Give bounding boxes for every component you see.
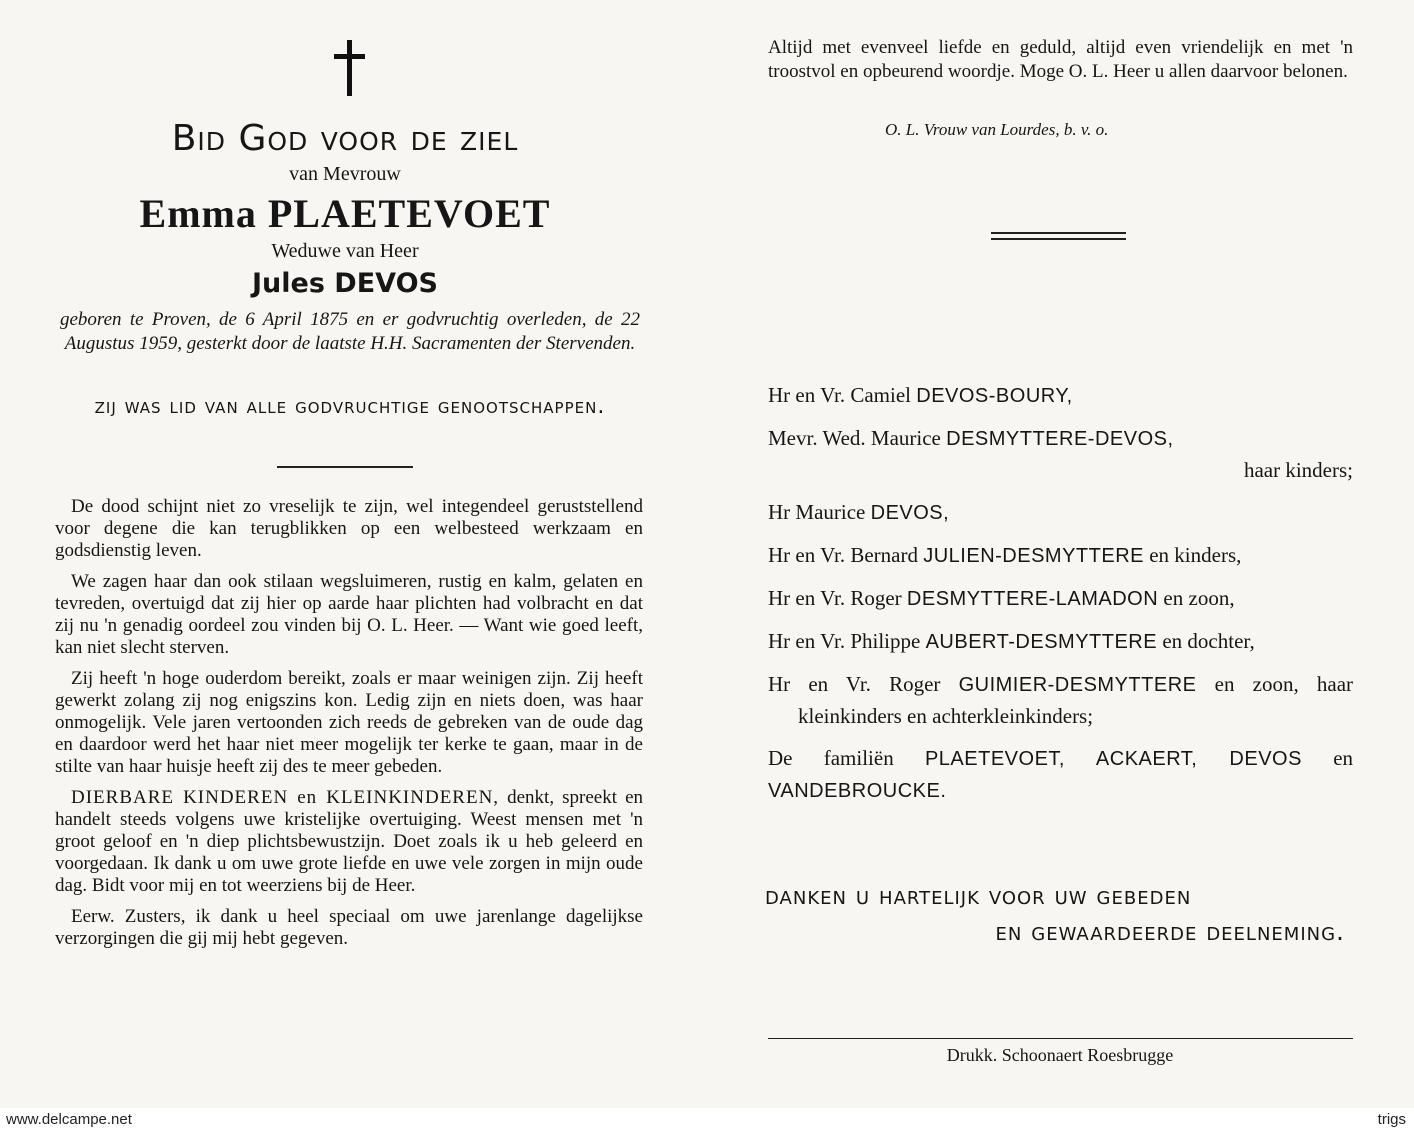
watermark-bar: [0, 1108, 1414, 1131]
closing-line-2: en gewaardeerde deelneming.: [995, 917, 1345, 946]
double-divider: [991, 232, 1126, 240]
paragraph: We zagen haar dan ook stilaan wegsluimeren, rustig en kalm, gelaten en tevreden, overtuigd dat zij hier op aarde haar plichten had volbracht en dat zij nu 'n genadig oordeel zou vinden bij O. L. Heer. — Want wie goed leeft, kan niet slecht sterven.: [55, 571, 643, 658]
list-item: Hr en Vr. Roger GUIMIER-DESMYTTERE en zoon, haar kleinkinders en achterkleinkinders;: [768, 672, 1354, 728]
watermark-site: trigs: [1377, 1111, 1406, 1128]
paragraph: Eerw. Zusters, ik dank u heel speciaal om uwe jarenlange dagelijkse verzorgingen die gij mij hebt gegeven.: [55, 906, 643, 949]
address-text: denkt, spreekt en handelt steeds volgens uwe kristelijke overtuiging. Weest mensen met 'n groot geloof en 'n diep plichtsbewustzijn. Doet zoals ik u heb geleerd en voorgedaan. Ik dank u om uwe grote liefde en uwe vele zorgen in mijn oude dag. Bidt voor mij en tot weerziens bij de Heer.: [55, 787, 643, 896]
list-item: Hr en Vr. Bernard JULIEN-DESMYTTERE en kinders,: [768, 543, 1242, 567]
watermark-url: www.delcampe.net: [6, 1111, 132, 1128]
prayer-heading: Bid God voor de ziel: [171, 118, 519, 159]
closing-line-1: danken u hartelijk voor uw gebeden: [765, 881, 1192, 910]
signature: O. L. Vrouw van Lourdes, b. v. o.: [885, 120, 1109, 139]
membership-line: zij was lid van alle godvruchtige genootschappen.: [94, 394, 606, 419]
list-item: Hr en Vr. Camiel DEVOS-BOURY,: [768, 383, 1073, 407]
birth-death-details: geboren te Proven, de 6 April 1875 en er godvruchtig overleden, de 22 Augustus 1959, gesterkt door de laatste H.H. Sacramenten der Stervenden.: [60, 309, 640, 354]
list-item: Hr en Vr. Roger DESMYTTERE-LAMADON en zoon,: [768, 586, 1235, 610]
list-item: Mevr. Wed. Maurice DESMYTTERE-DEVOS, haar kinders;: [768, 426, 1353, 482]
list-item: Hr Maurice DEVOS,: [768, 500, 950, 524]
memorial-text: [55, 496, 643, 959]
list-item: De familiën PLAETEVOET, ACKAERT, DEVOS en VANDEBROUCKE.: [768, 746, 1354, 802]
address-caps: DIERBARE KINDEREN en KLEINKINDEREN,: [71, 787, 500, 808]
paragraph: De dood schijnt niet zo vreselijk te zijn, wel integendeel geruststellend voor degene die kan terugblikken op een welbesteed werkzaam en godsdienstig leven.: [55, 496, 643, 561]
spouse-name: Jules DEVOS: [252, 268, 438, 299]
deceased-name: Emma PLAETEVOET: [139, 191, 551, 236]
salutation: van Mevrouw: [289, 163, 401, 185]
mourners-list: [768, 380, 1353, 818]
list-item: Hr en Vr. Philippe AUBERT-DESMYTTERE en dochter,: [768, 629, 1255, 653]
closing-thanks: [765, 878, 1355, 950]
divider: [768, 1038, 1353, 1039]
widow-line: Weduwe van Heer: [271, 240, 419, 262]
thanks-text: Altijd met evenveel liefde en geduld, altijd even vriendelijk en met 'n troostvol en opbeurend woordje. Moge O. L. Heer u allen daarvoor belonen.: [768, 37, 1353, 82]
cross-icon: [330, 40, 370, 100]
divider: [277, 466, 413, 468]
left-panel: [40, 0, 650, 1108]
paragraph-address: [55, 787, 643, 897]
right-panel: [765, 0, 1365, 1108]
paragraph: Zij heeft 'n hoge ouderdom bereikt, zoals er maar weinigen zijn. Zij heeft gewerkt zolang zij nog enigszins kon. Ledig zijn en niets doen, was haar onmogelijk. Vele jaren vertoonden zich reeds de gebreken van de oude dag en daardoor werd het haar niet meer mogelijk ter kerke te gaan, maar in de stilte van haar huisje heeft zij des te meer gebeden.: [55, 668, 643, 777]
printer-imprint: Drukk. Schoonaert Roesbrugge: [946, 1045, 1174, 1065]
